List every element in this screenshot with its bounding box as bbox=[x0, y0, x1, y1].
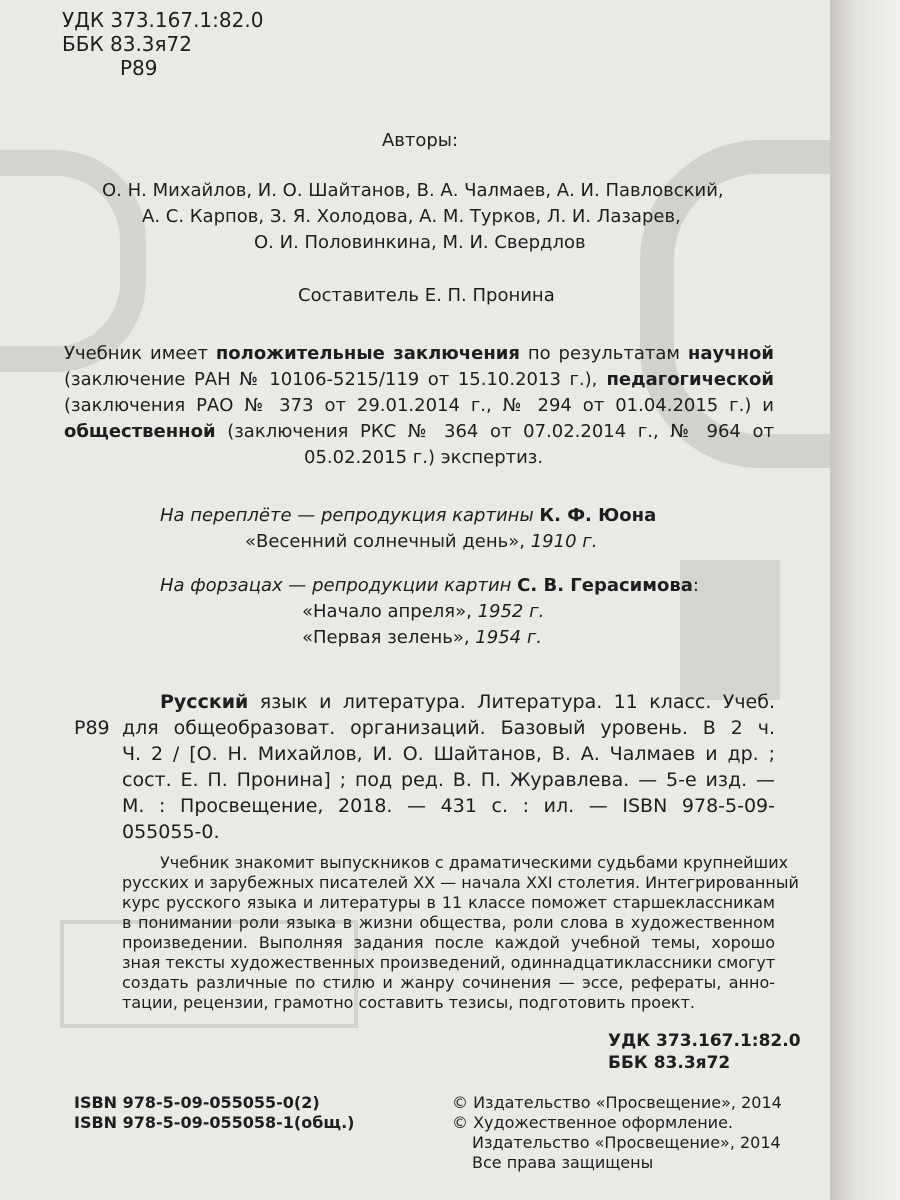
abstract-line-6: зная тексты художественных произведений, одиннадцатиклассники смогут bbox=[122, 953, 776, 972]
compiler: Составитель Е. П. Пронина bbox=[298, 285, 555, 306]
painting-title: «Первая зелень», bbox=[302, 627, 476, 648]
abstract-line-1: Учебник знакомит выпускников с драматическими судьбами крупнейших bbox=[160, 853, 789, 872]
copyright-line-1: © Издательство «Просвещение», 2014 bbox=[452, 1093, 782, 1112]
page-edge bbox=[830, 0, 900, 1200]
painting-title: «Начало апреля», bbox=[302, 601, 478, 622]
catalog-line-4: сост. Е. П. Пронина] ; под ред. В. П. Журавлева. — 5-е изд. — bbox=[122, 769, 775, 791]
abstract-line-5: произведении. Выполняя задания после каждой учебной темы, хорошо bbox=[122, 933, 775, 952]
painting-year: 1910 г. bbox=[530, 531, 598, 552]
authors-line-3: О. И. Половинкина, М. И. Свердлов bbox=[254, 232, 586, 253]
bbk-code: ББК 83.3я72 bbox=[62, 32, 193, 56]
approval-text: (заключение РАН № 10106-5215/119 от 15.10.2013 г.), bbox=[64, 369, 598, 390]
abstract-line-7: создать различные по стилю и жанру сочинения — эссе, рефераты, анно- bbox=[122, 973, 775, 992]
isbn-set: ISBN 978-5-09-055058-1(общ.) bbox=[74, 1113, 355, 1132]
catalog-code: Р89 bbox=[74, 717, 110, 739]
approval-line-5: 05.02.2015 г.) экспертиз. bbox=[304, 447, 544, 468]
catalog-line-1 bbox=[160, 691, 775, 713]
abstract-line-3: курс русского языка и литературы в 11 классе поможет старшеклассникам bbox=[122, 893, 775, 912]
cover-line-4 bbox=[302, 601, 544, 622]
authors-line-1: О. Н. Михайлов, И. О. Шайтанов, В. А. Чалмаев, А. И. Павловский, bbox=[102, 180, 724, 201]
approval-bold: положительные заключения bbox=[215, 343, 520, 364]
cover-line-5 bbox=[302, 627, 542, 648]
cover-artist: С. В. Герасимова bbox=[517, 575, 693, 596]
cover-italic: На форзацах — репродукции картин bbox=[160, 575, 518, 596]
catalog-line-6: 055055-0. bbox=[122, 821, 220, 843]
painting-title: «Весенний солнечный день», bbox=[245, 531, 531, 552]
approval-text: (заключения РКС № 364 от 07.02.2014 г., № 964 от bbox=[215, 421, 774, 442]
approval-line-4 bbox=[64, 421, 774, 442]
approval-line-2 bbox=[64, 369, 774, 390]
cover-line-2 bbox=[245, 531, 597, 552]
cover-line-1 bbox=[160, 505, 656, 526]
authors-line-2: А. С. Карпов, З. Я. Холодова, А. М. Турков, Л. И. Лазарев, bbox=[142, 206, 681, 227]
approval-bold: научной bbox=[687, 343, 774, 364]
catalog-text: язык и литература. Литература. 11 класс. Учеб. bbox=[248, 691, 775, 713]
catalog-line-3: Ч. 2 / [О. Н. Михайлов, И. О. Шайтанов, В. А. Чалмаев и др. ; bbox=[122, 743, 775, 765]
footer-udk: УДК 373.167.1:82.0 bbox=[608, 1031, 801, 1051]
footer-bbk: ББК 83.3я72 bbox=[608, 1053, 731, 1073]
approval-bold: педагогической bbox=[597, 369, 775, 390]
painting-year: 1954 г. bbox=[475, 627, 543, 648]
approval-line-1 bbox=[64, 343, 774, 364]
author-mark: Р89 bbox=[120, 56, 158, 80]
painting-year: 1952 г. bbox=[477, 601, 545, 622]
copyright-line-2: © Художественное оформление. bbox=[452, 1113, 733, 1132]
approval-line-3: (заключения РАО № 373 от 29.01.2014 г., № 294 от 01.04.2015 г.) и bbox=[64, 395, 774, 416]
udk-code: УДК 373.167.1:82.0 bbox=[62, 8, 264, 32]
catalog-title-bold: Русский bbox=[160, 691, 249, 713]
cover-line-3 bbox=[160, 575, 699, 596]
authors-heading: Авторы: bbox=[381, 130, 459, 151]
abstract-line-8: тации, рецензии, грамотно составить тезисы, подготовить проект. bbox=[122, 993, 695, 1012]
copyright-line-4: Все права защищены bbox=[472, 1153, 654, 1172]
copyright-line-3: Издательство «Просвещение», 2014 bbox=[472, 1133, 781, 1152]
approval-text: Учебник имеет bbox=[64, 343, 216, 364]
abstract-line-2: русских и зарубежных писателей XX — начала XXI столетия. Интегрированный bbox=[122, 873, 799, 892]
abstract-line-4: в понимании роли языка в жизни общества, роли слова в художественном bbox=[122, 913, 775, 932]
cover-colon: : bbox=[692, 575, 699, 596]
catalog-line-5: М. : Просвещение, 2018. — 431 с. : ил. — ISBN 978-5-09- bbox=[122, 795, 775, 817]
catalog-line-2: для общеобразоват. организаций. Базовый уровень. В 2 ч. bbox=[122, 717, 775, 739]
isbn-volume: ISBN 978-5-09-055055-0(2) bbox=[74, 1093, 320, 1112]
approval-bold: общественной bbox=[64, 421, 216, 442]
cover-artist: К. Ф. Юона bbox=[539, 505, 657, 526]
cover-italic: На переплёте — репродукция картины bbox=[160, 505, 540, 526]
approval-text: по результатам bbox=[519, 343, 688, 364]
